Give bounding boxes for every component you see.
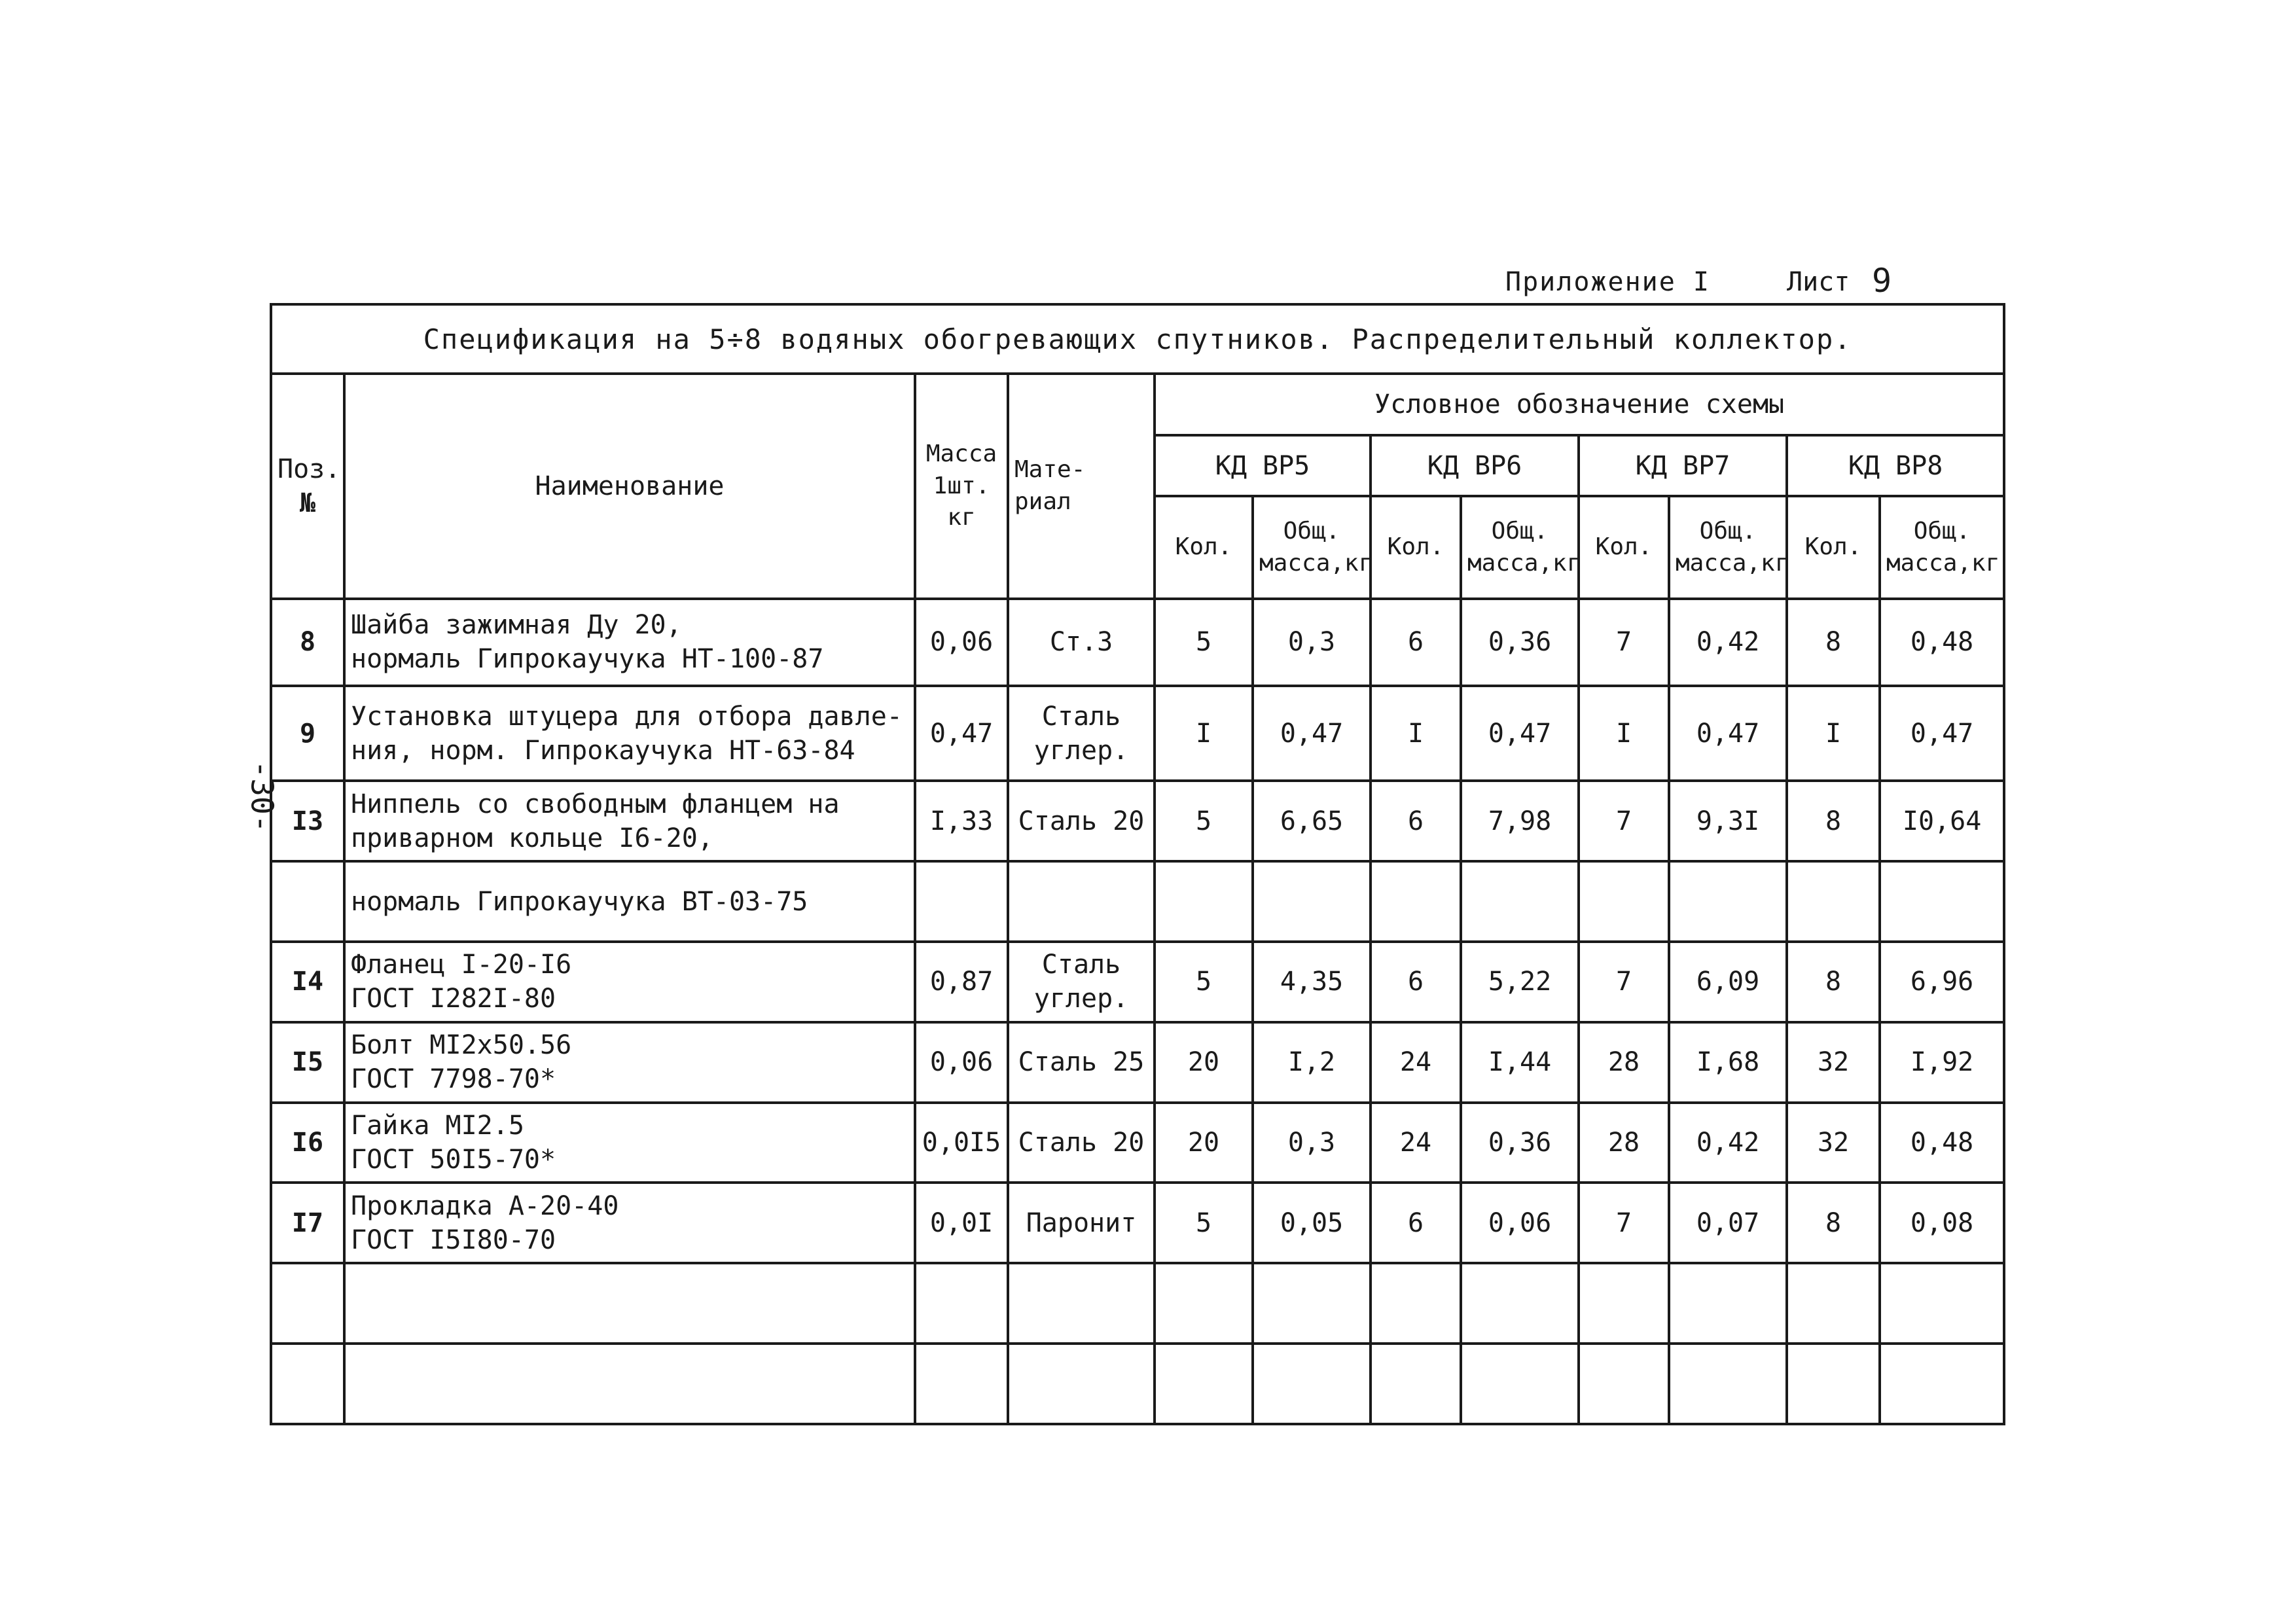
total-header-line1: Общ. bbox=[1491, 517, 1549, 544]
mass-cell: 0,06 bbox=[915, 1022, 1008, 1103]
pos-cell: 9 bbox=[271, 686, 344, 781]
total-mass-cell: 0,36 bbox=[1461, 1103, 1579, 1183]
sheet-label: Лист bbox=[1787, 267, 1850, 297]
qty-cell: 6 bbox=[1371, 942, 1461, 1022]
pos-cell: 8 bbox=[271, 599, 344, 686]
qty-cell: 8 bbox=[1787, 942, 1880, 1022]
total-mass-cell: 0,3 bbox=[1253, 599, 1371, 686]
name-cell bbox=[344, 1022, 915, 1103]
name-cell bbox=[344, 781, 915, 861]
total-mass-cell: 6,09 bbox=[1669, 942, 1787, 1022]
qty-cell: 5 bbox=[1155, 781, 1253, 861]
total-mass-cell bbox=[1461, 1263, 1579, 1344]
qty-cell bbox=[1787, 1263, 1880, 1344]
mass-cell bbox=[915, 1263, 1008, 1344]
scheme-vr8: КД ВР8 bbox=[1787, 435, 2004, 497]
pos-cell: I6 bbox=[271, 1103, 344, 1183]
total-header-vr7 bbox=[1669, 496, 1787, 598]
name-cell-line: Шайба зажимная Ду 20, bbox=[351, 610, 682, 641]
qty-cell bbox=[1579, 1263, 1669, 1344]
qty-cell: 32 bbox=[1787, 1022, 1880, 1103]
name-cell-line: Установка штуцера для отбора давле- bbox=[351, 701, 903, 732]
qty-cell: 28 bbox=[1579, 1022, 1669, 1103]
total-mass-cell bbox=[1669, 1344, 1787, 1424]
total-mass-cell: 5,22 bbox=[1461, 942, 1579, 1022]
name-cell-line: ГОСТ 7798-70* bbox=[351, 1064, 556, 1095]
total-mass-cell: I0,64 bbox=[1880, 781, 2004, 861]
total-header-line2: масса,кг bbox=[1676, 549, 1789, 577]
material-cell bbox=[1008, 599, 1155, 686]
name-cell-line: нормаль Гипрокаучука ВТ-03-75 bbox=[351, 886, 808, 917]
name-cell-line: ГОСТ I5I80-70 bbox=[351, 1224, 556, 1255]
mass-cell: 0,0I5 bbox=[915, 1103, 1008, 1183]
table-row bbox=[271, 781, 2004, 861]
total-mass-cell: 0,47 bbox=[1461, 686, 1579, 781]
qty-cell: 20 bbox=[1155, 1103, 1253, 1183]
total-header-vr5 bbox=[1253, 496, 1371, 598]
qty-cell: 7 bbox=[1579, 781, 1669, 861]
sheet-number: 9 bbox=[1872, 262, 1892, 300]
qty-header-vr8: Кол. bbox=[1787, 496, 1880, 598]
total-mass-cell bbox=[1669, 861, 1787, 942]
total-mass-cell bbox=[1669, 1263, 1787, 1344]
total-mass-cell bbox=[1461, 861, 1579, 942]
mass-cell: 0,47 bbox=[915, 686, 1008, 781]
material-cell bbox=[1008, 781, 1155, 861]
name-cell bbox=[344, 861, 915, 942]
table-row bbox=[271, 1103, 2004, 1183]
total-mass-cell: 9,3I bbox=[1669, 781, 1787, 861]
total-mass-cell: 0,47 bbox=[1880, 686, 2004, 781]
name-cell-line: Ниппель со свободным фланцем на bbox=[351, 789, 840, 819]
col-header-material bbox=[1008, 374, 1155, 598]
name-cell bbox=[344, 1183, 915, 1263]
mass-cell: 0,06 bbox=[915, 599, 1008, 686]
qty-cell bbox=[1371, 861, 1461, 942]
pos-cell bbox=[271, 1263, 344, 1344]
material-cell-line: Ст.3 bbox=[1049, 627, 1113, 658]
total-header-line1: Общ. bbox=[1699, 517, 1757, 544]
table-row bbox=[271, 861, 2004, 942]
qty-cell bbox=[1787, 1344, 1880, 1424]
col-header-mass-line2: 1шт. bbox=[933, 472, 990, 499]
mass-cell bbox=[915, 1344, 1008, 1424]
col-header-pos bbox=[271, 374, 344, 598]
total-mass-cell: 4,35 bbox=[1253, 942, 1371, 1022]
qty-cell: 32 bbox=[1787, 1103, 1880, 1183]
total-mass-cell: I,2 bbox=[1253, 1022, 1371, 1103]
col-header-material-line2: риал bbox=[1014, 488, 1071, 515]
total-mass-cell: I,68 bbox=[1669, 1022, 1787, 1103]
total-mass-cell: 7,98 bbox=[1461, 781, 1579, 861]
table-row bbox=[271, 942, 2004, 1022]
col-header-mass bbox=[915, 374, 1008, 598]
title-row bbox=[271, 304, 2004, 374]
name-cell-line: Прокладка А-20-40 bbox=[351, 1190, 619, 1221]
qty-cell bbox=[1155, 861, 1253, 942]
total-mass-cell: 0,06 bbox=[1461, 1183, 1579, 1263]
table-row bbox=[271, 599, 2004, 686]
pos-cell: I7 bbox=[271, 1183, 344, 1263]
col-header-pos-line1: Поз. bbox=[278, 454, 341, 484]
qty-header-vr6: Кол. bbox=[1371, 496, 1461, 598]
material-cell bbox=[1008, 861, 1155, 942]
name-cell bbox=[344, 1344, 915, 1424]
col-header-mass-line1: Масса bbox=[925, 440, 997, 467]
scheme-vr5: КД ВР5 bbox=[1155, 435, 1371, 497]
table-row bbox=[271, 1344, 2004, 1424]
qty-cell: I bbox=[1371, 686, 1461, 781]
scheme-vr6: КД ВР6 bbox=[1371, 435, 1579, 497]
pos-cell: I5 bbox=[271, 1022, 344, 1103]
name-cell-line: Болт МI2х50.56 bbox=[351, 1030, 572, 1061]
name-cell bbox=[344, 686, 915, 781]
total-mass-cell: 0,42 bbox=[1669, 599, 1787, 686]
total-mass-cell: 0,48 bbox=[1880, 1103, 2004, 1183]
total-mass-cell: 0,3 bbox=[1253, 1103, 1371, 1183]
table-row bbox=[271, 686, 2004, 781]
qty-header-vr7: Кол. bbox=[1579, 496, 1669, 598]
material-cell-line: Сталь 25 bbox=[1018, 1047, 1145, 1078]
name-cell-line: приварном кольце I6-20, bbox=[351, 823, 713, 853]
material-cell-line: Сталь bbox=[1041, 950, 1121, 980]
qty-cell bbox=[1579, 1344, 1669, 1424]
qty-cell: I bbox=[1155, 686, 1253, 781]
total-mass-cell bbox=[1253, 861, 1371, 942]
pos-cell bbox=[271, 861, 344, 942]
col-header-pos-line2: № bbox=[299, 488, 316, 518]
col-header-name: Наименование bbox=[344, 374, 915, 598]
pos-cell bbox=[271, 1344, 344, 1424]
qty-cell: 6 bbox=[1371, 1183, 1461, 1263]
table-row bbox=[271, 1263, 2004, 1344]
qty-cell: 5 bbox=[1155, 1183, 1253, 1263]
name-cell-line: ния, норм. Гипрокаучука НТ-63-84 bbox=[351, 735, 855, 766]
scheme-header: Условное обозначение схемы bbox=[1155, 374, 2004, 435]
total-header-line2: масса,кг bbox=[1467, 549, 1581, 577]
qty-cell: 24 bbox=[1371, 1103, 1461, 1183]
total-mass-cell: 0,07 bbox=[1669, 1183, 1787, 1263]
qty-cell: I bbox=[1579, 686, 1669, 781]
material-cell bbox=[1008, 1022, 1155, 1103]
name-cell-line: ГОСТ 50I5-70* bbox=[351, 1145, 556, 1175]
total-header-line2: масса,кг bbox=[1886, 549, 2000, 577]
total-mass-cell: I,44 bbox=[1461, 1022, 1579, 1103]
qty-cell: 6 bbox=[1371, 599, 1461, 686]
name-cell bbox=[344, 1263, 915, 1344]
name-cell bbox=[344, 942, 915, 1022]
qty-cell: 5 bbox=[1155, 942, 1253, 1022]
material-cell bbox=[1008, 686, 1155, 781]
material-cell bbox=[1008, 1183, 1155, 1263]
qty-cell: 7 bbox=[1579, 1183, 1669, 1263]
qty-header-vr5: Кол. bbox=[1155, 496, 1253, 598]
total-mass-cell: 0,05 bbox=[1253, 1183, 1371, 1263]
page-header bbox=[1505, 262, 2029, 301]
material-cell-line: Сталь 20 bbox=[1018, 1128, 1145, 1158]
total-mass-cell bbox=[1253, 1263, 1371, 1344]
qty-cell: 7 bbox=[1579, 599, 1669, 686]
qty-cell bbox=[1787, 861, 1880, 942]
total-mass-cell bbox=[1880, 861, 2004, 942]
qty-cell: 8 bbox=[1787, 599, 1880, 686]
total-mass-cell: I,92 bbox=[1880, 1022, 2004, 1103]
name-cell bbox=[344, 1103, 915, 1183]
name-cell-line: Гайка МI2.5 bbox=[351, 1111, 524, 1141]
material-cell-line: Сталь bbox=[1041, 701, 1121, 732]
material-cell-line: углер. bbox=[1033, 735, 1129, 766]
scheme-vr7: КД ВР7 bbox=[1579, 435, 1787, 497]
total-mass-cell: 6,96 bbox=[1880, 942, 2004, 1022]
name-cell bbox=[344, 599, 915, 686]
material-cell-line: углер. bbox=[1033, 984, 1129, 1014]
pos-cell: I4 bbox=[271, 942, 344, 1022]
material-cell bbox=[1008, 1344, 1155, 1424]
total-header-line1: Общ. bbox=[1283, 517, 1340, 544]
qty-cell bbox=[1155, 1344, 1253, 1424]
qty-cell: 28 bbox=[1579, 1103, 1669, 1183]
qty-cell: 5 bbox=[1155, 599, 1253, 686]
total-mass-cell: 6,65 bbox=[1253, 781, 1371, 861]
mass-cell bbox=[915, 861, 1008, 942]
total-mass-cell: 0,47 bbox=[1669, 686, 1787, 781]
material-cell bbox=[1008, 942, 1155, 1022]
specification-table bbox=[270, 303, 2005, 1425]
qty-cell bbox=[1155, 1263, 1253, 1344]
mass-cell: 0,0I bbox=[915, 1183, 1008, 1263]
mass-cell: I,33 bbox=[915, 781, 1008, 861]
table-row bbox=[271, 1183, 2004, 1263]
qty-cell bbox=[1371, 1344, 1461, 1424]
total-header-line2: масса,кг bbox=[1259, 549, 1373, 577]
total-header-vr8 bbox=[1880, 496, 2004, 598]
name-cell-line: Фланец I-20-I6 bbox=[351, 950, 572, 980]
material-cell bbox=[1008, 1263, 1155, 1344]
total-mass-cell bbox=[1461, 1344, 1579, 1424]
total-header-vr6 bbox=[1461, 496, 1579, 598]
page-margin-number: -30- bbox=[244, 760, 280, 833]
total-mass-cell: 0,48 bbox=[1880, 599, 2004, 686]
total-mass-cell bbox=[1880, 1344, 2004, 1424]
col-header-mass-line3: кг bbox=[947, 504, 976, 531]
mass-cell: 0,87 bbox=[915, 942, 1008, 1022]
qty-cell: 24 bbox=[1371, 1022, 1461, 1103]
qty-cell: I bbox=[1787, 686, 1880, 781]
total-mass-cell: 0,47 bbox=[1253, 686, 1371, 781]
material-cell bbox=[1008, 1103, 1155, 1183]
total-mass-cell bbox=[1253, 1344, 1371, 1424]
total-mass-cell bbox=[1880, 1263, 2004, 1344]
qty-cell bbox=[1579, 861, 1669, 942]
total-header-line1: Общ. bbox=[1913, 517, 1971, 544]
total-mass-cell: 0,08 bbox=[1880, 1183, 2004, 1263]
material-cell-line: Паронит bbox=[1026, 1207, 1137, 1238]
appendix-label: Приложение I bbox=[1505, 267, 1710, 297]
qty-cell: 7 bbox=[1579, 942, 1669, 1022]
total-mass-cell: 0,42 bbox=[1669, 1103, 1787, 1183]
name-cell-line: нормаль Гипрокаучука НТ-100-87 bbox=[351, 644, 824, 675]
material-cell-line: Сталь 20 bbox=[1018, 806, 1145, 836]
pos-cell: I3 bbox=[271, 781, 344, 861]
qty-cell: 20 bbox=[1155, 1022, 1253, 1103]
total-mass-cell: 0,36 bbox=[1461, 599, 1579, 686]
qty-cell: 6 bbox=[1371, 781, 1461, 861]
col-header-material-line1: Мате- bbox=[1014, 456, 1086, 484]
header-row-1 bbox=[271, 374, 2004, 435]
qty-cell: 8 bbox=[1787, 1183, 1880, 1263]
table-title: Спецификация на 5÷8 водяных обогревающих спутников. Распределительный коллектор. bbox=[271, 304, 2004, 374]
table-row bbox=[271, 1022, 2004, 1103]
qty-cell bbox=[1371, 1263, 1461, 1344]
name-cell-line: ГОСТ I282I-80 bbox=[351, 984, 556, 1014]
qty-cell: 8 bbox=[1787, 781, 1880, 861]
